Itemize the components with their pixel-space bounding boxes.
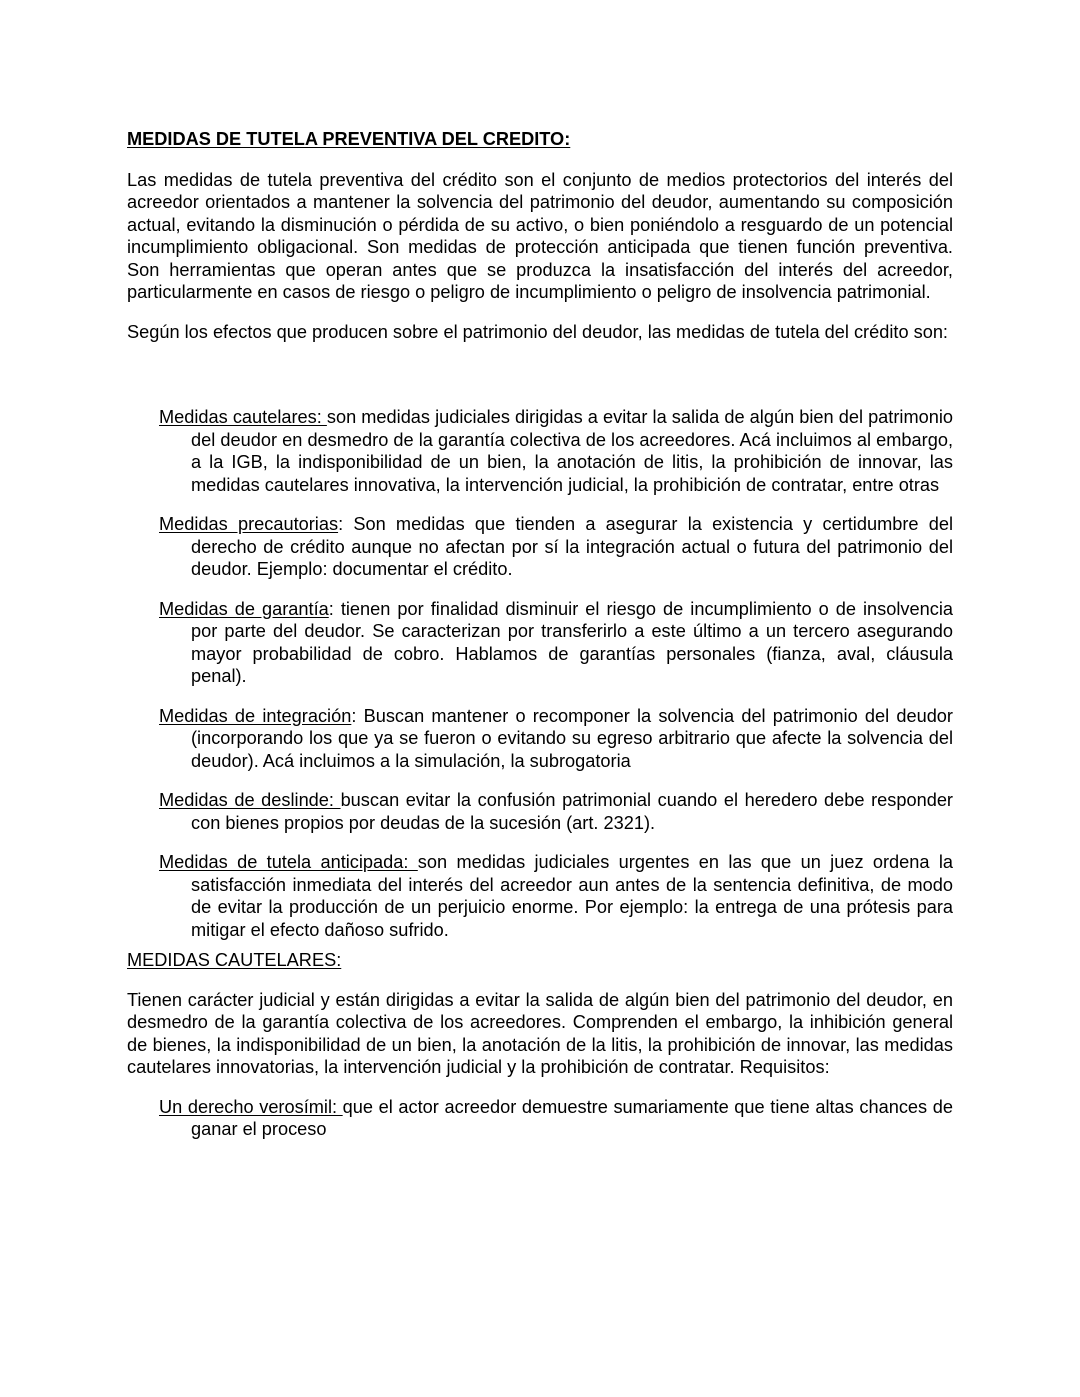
intro-paragraph: Las medidas de tutela preventiva del crédito son el conjunto de medios protectorios del interés del acreedor orientados a mantener la solvencia del patrimonio del deudor, aumentando su composición actual, evitando la disminución o pérdida de su activo, o bien poniéndolo a resguardo de un potencial incumplimiento obligacional. Son medidas de protección anticipada que tienen función preventiva. Son herramientas que operan antes que se produzca la insatisfacción del interés del acreedor, particularmente en casos de riesgo o peligro de incumplimiento o peligro de insolvencia patrimonial. (127, 169, 953, 302)
page-title: MEDIDAS DE TUTELA PREVENTIVA DEL CREDITO: (127, 129, 571, 149)
measure-text: son medidas judiciales urgentes en las que un juez ordena la satisfacción inmediata del interés del acreedor aun antes de la sentencia definitiva, de modo de evitar la producción de un perjuicio enorme. Por ejemplo: la entrega de una prótesis para mitigar el efecto dañoso sufrido. (191, 852, 953, 940)
measure-text: son medidas judiciales dirigidas a evitar la salida de algún bien del patrimonio del deudor en desmedro de la garantía colectiva de los acreedores. Acá incluimos al embargo, a la IGB, la indisponibilidad de un bien, la anotación de litis, la prohibición de innovar, las medidas cautelares innovativa, la intervención judicial, la prohibición de contratar, entre otras (191, 407, 953, 495)
measure-item-deslinde (127, 789, 953, 834)
cautelares-paragraph: Tienen carácter judicial y están dirigidas a evitar la salida de algún bien del patrimonio del deudor, en desmedro de la garantía colectiva de los acreedores. Comprenden el embargo, la inhibición general de bienes, la indisponibilidad de un bien, la anotación de la litis, la prohibición de innovar, las medidas cautelares innovatorias, la intervención judicial y la prohibición de contratar. Requisitos: (127, 989, 953, 1077)
measure-item-integracion (127, 705, 953, 773)
document-page (127, 128, 953, 1158)
requisito-term: Un derecho verosímil: (159, 1096, 343, 1117)
measure-item-precautorias (127, 513, 953, 581)
measure-item-cautelares (127, 406, 953, 496)
section-heading-cautelares: MEDIDAS CAUTELARES: (127, 950, 342, 970)
measure-term: Medidas precautorias (159, 514, 339, 534)
measure-term: Medidas de deslinde: (159, 790, 341, 810)
measure-term: Medidas de integración (159, 705, 352, 726)
effects-paragraph: Según los efectos que producen sobre el patrimonio del deudor, las medidas de tutela del crédito son: (127, 321, 948, 342)
measure-item-tutela-anticipada (127, 851, 953, 941)
measure-text: : Son medidas que tienden a asegurar la existencia y certidumbre del derecho de crédito aunque no afectan por sí la integración actual o futura del patrimonio del deudor. Ejemplo: documentar el crédito. (191, 514, 954, 579)
measure-term: Medidas cautelares: (159, 407, 327, 427)
measure-text: buscan evitar la confusión patrimonial cuando el heredero debe responder con bienes propios por deudas de la sucesión (art. 2321). (191, 790, 953, 833)
requisito-text: que el actor acreedor demuestre sumariamente que tiene altas chances de ganar el proceso (191, 1096, 953, 1139)
requisito-item-derecho-verosimil (127, 1096, 953, 1141)
measure-text: : tienen por finalidad disminuir el riesgo de incumplimiento o de insolvencia por parte del deudor. Se caracterizan por transferirlo a este último a un tercero asegurando mayor probabilidad de cobro. Hablamos de garantías personales (fianza, aval, cláusula penal). (191, 598, 953, 686)
measure-text: : Buscan mantener o recomponer la solvencia del patrimonio del deudor (incorporando los que ya se fueron o evitando su egreso arbitrario que afecte la solvencia del deudor). Acá incluimos a la simulación, la subrogatoria (191, 705, 953, 771)
measure-term: Medidas de garantía (159, 598, 329, 619)
measure-item-garantia (127, 598, 953, 688)
measure-term: Medidas de tutela anticipada: (159, 852, 418, 872)
